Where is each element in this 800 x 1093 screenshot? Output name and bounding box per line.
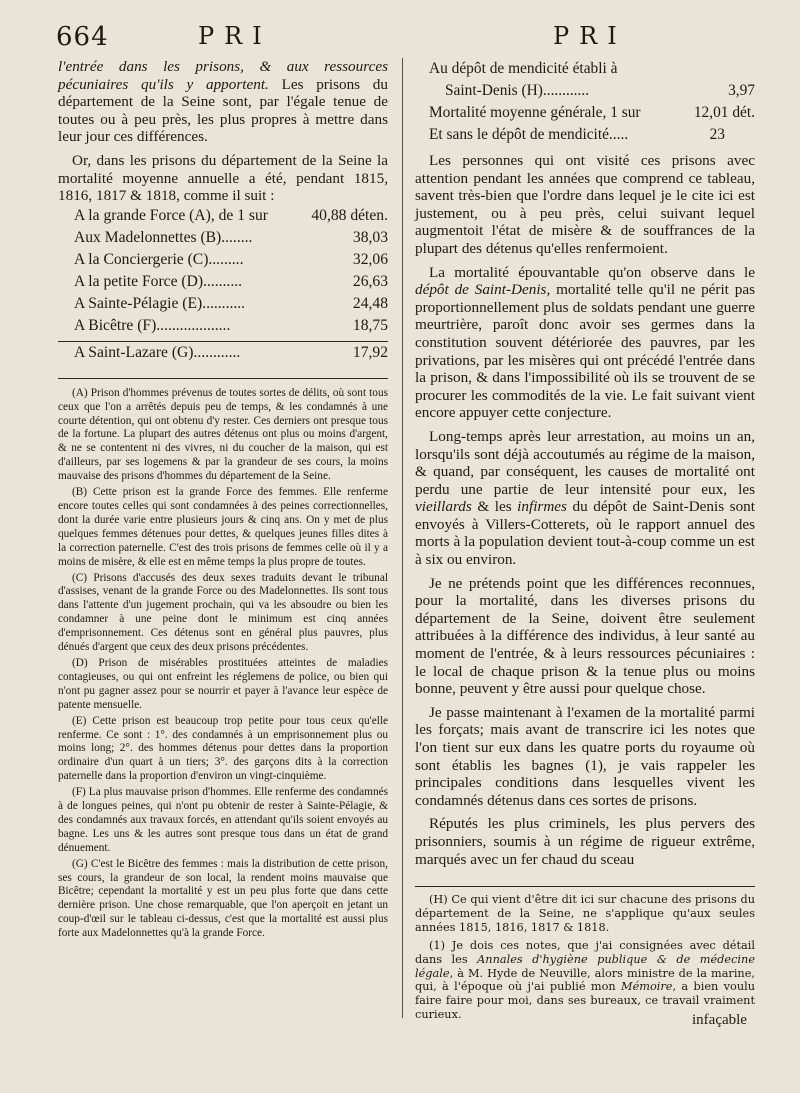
catchword: infaçable [692,1012,747,1028]
table-row [58,227,388,249]
left-notes [58,387,388,941]
table-row [58,271,388,293]
table-row [58,293,388,315]
running-head-right: PRI [553,22,627,50]
paragraph-visitors: Les personnes qui ont visité ces prisons avec attention pendant les années que comprend ce tableau, savent très-bien que l'ordre dans lequel je le cite ici est justement, ou à peu près, celui suivant lequel augmentoit l'état de misère & de souffrances de la plupart des détenus qu'elles renfermoient. [415,152,755,257]
mortalite-line: Mortalité moyenne générale, 1 sur 12,01 dét. [415,102,755,124]
notes-rule [58,378,388,379]
note-a: (A) Prison d'hommes prévenus de toutes sortes de délits, où sont tous ceux que l'on a arrêtés depuis peu de temps, & les condamnés à une courte détention, qui ont obtenu d'y rester. Ces derniers ont presque tous de la fortune. La plupart des autres détenus ont plus ou moins d'argent, & ne se contentent ni des vivres, ni du coucher de la maison, qui est d'ailleurs, par ses logemens & par la grandeur de ses cours, la moins mauvaise des prisons d'hommes du département de la Seine. [58,386,388,483]
stat-label: A la grande Force (A), de 1 sur [74,206,268,224]
note-e: (E) Cette prison est beaucoup trop petite pour tous ceux qu'elle renferme. Ce sont : 1°. des condamnés à un emprisonnement plus ou moins long; 2°. des hommes détenus pour dettes dans la proportion ordinaire d'un quart à un tiers; 3°. des garçons dits à la correction paternelle dans la proportion d'environ un vingt-cinquième. [58,714,388,783]
running-head-left: PRI [198,22,272,50]
note-b: (B) Cette prison est la grande Force des femmes. Elle renferme encore toutes celles qui sont condamnées à des peines correctionnelles, dont la durée varie entre plusieurs jours & cinq ans. On y met de plus quelques femmes détenues pour dettes, & quelques jeunes filles dites à la correction paternelle. C'est des trois prisons de femmes celle où il y a moins de misère, & elle est en même temps la plus propre de toutes. [58,486,388,568]
footnote-1: (1) Je dois ces notes, que j'ai consignées avec détail dans les Annales d'hygiène publique & de médecine légale, à M. Hyde de Neuville, alors ministre de la marine, qui, à l'époque où j'ai publié mon Mémoire, a bien voulu faire faire pour moi, dans ses bureaux, ce travail vraiment curieux. [415,938,755,1022]
mortalite-value: 12,01 dét. [693,104,755,121]
table-row [58,342,388,364]
left-column [58,58,388,943]
stat-label: Aux Madelonnettes (B)........ [74,228,253,246]
stat-value: 32,06 [352,250,388,268]
note-c: (C) Prisons d'accusés des deux sexes traduits devant le tribunal d'assises, venant de la grande Force ou des Madelonnettes. Ils sont tous dans l'attente d'un jugement prochain, qui va les absoudre ou bien les condamner à une peine dont le minimum est cinq années d'emprisonnement. Ces détenus sont en général plus pauvres, plus dénués d'argent que ceux des deux prisons précédentes. [58,571,388,654]
right-footnotes [415,886,755,1026]
mortality-table [58,205,388,337]
stat-label: A Sainte-Pélagie (E)........... [74,294,246,312]
depot-stats [415,58,755,146]
note-f: (F) La plus mauvaise prison d'hommes. Elle renferme des condamnés à de longues peines, qui n'ont pu obtenir de rester à Sainte-Pélagie, & des condamnés aux travaux forcés, en attendant qu'ils soient envoyés au bagne. Les uns & les autres sont presque tous dans un état de grand dénuement. [58,786,388,854]
paragraph-reputes: Réputés les plus criminels, les plus pervers des prisonniers, soumis à un régime de rigueur extrême, marqués avec un fer chaud du sceau [415,815,755,868]
stat-value: 17,92 [352,343,388,361]
intro-paragraph [58,58,388,146]
note-g: (G) C'est le Bicêtre des femmes : mais la distribution de cette prison, ses cours, la grandeur de son local, la rendent moins mauvaise que Bicêtre; cependant la mortalité y est un peu plus forte que dans cette dernière prison. Une chose remarquable, que l'on aperçoit en jetant un coup-d'œil sur le tableau ci-dessus, c'est que la mortalité est aussi plus forte aux Madelonnettes qu'à la grande Force. [58,857,388,940]
note-d: (D) Prison de misérables prostituées atteintes de maladies contagieuses, ou qui ont enfreint les réglemens de police, ou bien qui n'ont pu gagner assez pour se nourrir et payer à l'avance leur espèce de patente mensuelle. [58,656,388,711]
stat-value: 26,63 [352,272,388,290]
sans-depot-value: 23 [709,126,725,143]
stat-label: A Bicêtre (F)................... [74,316,231,334]
footnote-h: (H) Ce qui vient d'être dit ici sur chacune des prisons du département de la Seine, ne s'applique qu'aux seules années 1815, 1816, 1817 & 1818. [415,893,755,934]
table-row [58,205,388,227]
paragraph-saint-denis: La mortalité épouvantable qu'on observe dans le dépôt de Saint-Denis, mortalité telle qu'il ne périt pas proportionnellement plus de soldats pendant une guerre meurtrière, paroît donc avoir ses germes dans la constitution souvent détériorée des pauvres, par les privations, par les misères qui ont précédé l'entrée dans la prison, & dans l'impossibilité où ils se trouvent de se procurer les commodités de la vie. Le fait suivant vient encore appuyer cette conjecture. [415,263,755,422]
right-column [415,58,755,868]
stat-label: A Saint-Lazare (G)............ [74,343,241,361]
paragraph-forcats: Je passe maintenant à l'examen de la mortalité parmi les forçats; mais avant de transcrire ici les notes que l'on tient sur eux dans les quatre ports du royaume où sont établis les bagnes (1), je vais rappeler les principales conditions dans lesquelles vivent les condamnés détenus dans ces sortes de prisons. [415,703,755,809]
intro-italic: l'entrée dans les prisons, & aux ressources pécuniaires qu'ils y apportent. [58,58,388,93]
stat-value: 18,75 [352,316,388,334]
sans-depot-line: Et sans le dépôt de mendicité..... 23 [415,124,755,146]
paragraph-long-temps: Long-temps après leur arrestation, au moins un an, lorsqu'ils sont déjà accoutumés au régime de la maison, & quand, par conséquent, les causes de mortalité ont perdu une partie de leur intensité pour eux, les vieillards & les infirmes du dépôt de Saint-Denis sont envoyés à Villers-Cotterets, où le rapport annuel des morts à la population devient tout-à-coup comme un est à six ou environ. [415,427,755,569]
stat-value: 38,03 [352,228,388,246]
depot-value: 3,97 [728,82,755,99]
paragraph-differences: Je ne prétends point que les différences reconnues, pour la mortalité, dans les diverses prisons du département de la Seine, doivent être seulement attribuées à la différence des individus, à leur santé au moment de l'entrée, & à leurs ressources pécuniaires : le local de chaque prison & la tenue plus ou moins bonne, peuvent y être aussi pour quelque chose. [415,574,755,698]
stat-value: 24,48 [352,294,388,312]
stat-label: A la Conciergerie (C)......... [74,250,244,268]
intro-rest: Les prisons du département de la Seine sont, par l'égale tenue de toutes ou à peu près, les plus propres à mettre dans leur jour ces différences. [58,75,388,146]
depot-line-1: Au dépôt de mendicité établi à [429,60,618,77]
table-row [58,249,388,271]
mortality-table-last [58,342,388,364]
stats-intro-paragraph: Or, dans les prisons du département de la Seine la mortalité moyenne annuelle a été, pendant 1815, 1816, 1817 & 1818, comme il suit : [58,151,388,205]
page-number: 664 [56,22,109,52]
table-row [58,315,388,337]
stat-label: A la petite Force (D).......... [74,272,243,290]
depot-line-2: Saint-Denis (H)............ 3,97 [415,80,755,102]
column-divider [402,58,403,1018]
stat-value: 40,88 déten. [311,206,388,224]
